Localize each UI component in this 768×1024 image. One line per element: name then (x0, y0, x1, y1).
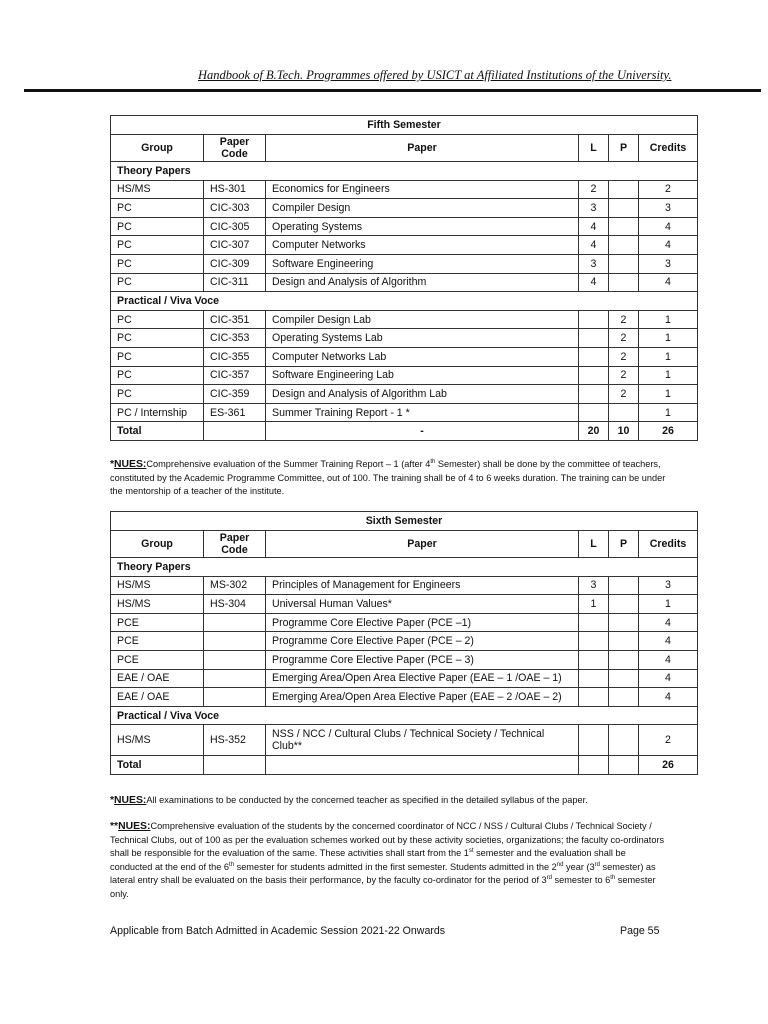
table-row (111, 688, 698, 707)
paper-name-cell: Software Engineering (266, 254, 579, 273)
group-cell: PC (111, 217, 204, 236)
paper-name-cell: Programme Core Elective Paper (PCE – 2) (266, 632, 579, 651)
paper-code-cell: MS-302 (204, 576, 266, 595)
lecture-cell (579, 310, 609, 329)
lecture-cell (579, 650, 609, 669)
paper-code-cell: CIC-307 (204, 236, 266, 255)
nues-label: NUES: (114, 795, 147, 806)
lecture-cell: 1 (579, 595, 609, 614)
credits-cell: 1 (639, 347, 698, 366)
column-header-p: P (609, 135, 639, 162)
total-practical (609, 756, 639, 775)
group-cell: HS/MS (111, 576, 204, 595)
paper-code-cell: CIC-303 (204, 199, 266, 218)
paper-name-cell: Principles of Management for Engineers (266, 576, 579, 595)
practical-cell (609, 669, 639, 688)
group-cell: PC / Internship (111, 403, 204, 422)
credits-cell: 4 (639, 632, 698, 651)
practical-cell (609, 273, 639, 292)
credits-cell: 4 (639, 650, 698, 669)
total-practical: 10 (609, 422, 639, 441)
section-heading-row (111, 558, 698, 577)
practical-cell (609, 217, 639, 236)
sixth-semester-note-2: **NUES:Comprehensive evaluation of the students by the concerned coordinator of NCC / NSS / Cultural Clubs / Technical Society / Technical Clubs, out of 100 as per the evaluation schemes worked out by these activity societies, organizations; the faculty co-ordinators shall be responsible for the evaluation of the same. These activities shall start from the 1st semester and the evaluation shall be conducted at the end of the 6th semester for students admitted in the first semester. Students admitted in the 2nd year (3rd semester) as lateral entry shall be evaluated on the basis their performance, by the faculty co-ordinator for the period of 3rd semester to 6th semester only. (110, 821, 665, 899)
practical-cell (609, 595, 639, 614)
lecture-cell (579, 669, 609, 688)
paper-code-cell: CIC-353 (204, 329, 266, 348)
practical-cell (609, 650, 639, 669)
practical-cell: 2 (609, 385, 639, 404)
credits-cell: 1 (639, 310, 698, 329)
credits-cell: 1 (639, 329, 698, 348)
paper-name-cell: Software Engineering Lab (266, 366, 579, 385)
practical-cell (609, 254, 639, 273)
paper-code-cell: CIC-357 (204, 366, 266, 385)
semester-title: Sixth Semester (111, 512, 698, 531)
paper-name-cell: Compiler Design Lab (266, 310, 579, 329)
section-heading-row (111, 292, 698, 311)
paper-code-cell: CIC-311 (204, 273, 266, 292)
table-row (111, 310, 698, 329)
total-credits: 26 (639, 422, 698, 441)
table-row (111, 217, 698, 236)
paper-code-cell (204, 650, 266, 669)
column-header-paper: Paper (266, 531, 579, 558)
paper-code-cell: HS-301 (204, 180, 266, 199)
paper-code-cell (204, 688, 266, 707)
group-cell: EAE / OAE (111, 669, 204, 688)
group-cell: PC (111, 199, 204, 218)
semester-title-row (111, 116, 698, 135)
lecture-cell (579, 347, 609, 366)
paper-name-cell: Design and Analysis of Algorithm Lab (266, 385, 579, 404)
lecture-cell (579, 688, 609, 707)
practical-cell (609, 180, 639, 199)
semester-title: Fifth Semester (111, 116, 698, 135)
group-cell: PCE (111, 650, 204, 669)
lecture-cell: 3 (579, 576, 609, 595)
table-row (111, 180, 698, 199)
table-row (111, 403, 698, 422)
paper-name-cell: Computer Networks (266, 236, 579, 255)
total-credits: 26 (639, 756, 698, 775)
group-cell: EAE / OAE (111, 688, 204, 707)
group-cell: HS/MS (111, 725, 204, 756)
table-row (111, 725, 698, 756)
total-row (111, 422, 698, 441)
section-heading: Theory Papers (111, 558, 698, 577)
table-row (111, 385, 698, 404)
group-cell: PC (111, 347, 204, 366)
header-row (111, 135, 698, 162)
section-heading: Theory Papers (111, 162, 698, 181)
credits-cell: 1 (639, 595, 698, 614)
credits-cell: 2 (639, 180, 698, 199)
paper-name-cell: Computer Networks Lab (266, 347, 579, 366)
credits-cell: 4 (639, 217, 698, 236)
paper-code-cell: HS-352 (204, 725, 266, 756)
column-header-l: L (579, 135, 609, 162)
table-row (111, 595, 698, 614)
paper-code-cell: CIC-359 (204, 385, 266, 404)
note-text: Comprehensive evaluation of the Summer Training Report – 1 (after 4 (146, 459, 431, 469)
credits-cell: 3 (639, 254, 698, 273)
group-cell: HS/MS (111, 595, 204, 614)
practical-cell: 2 (609, 366, 639, 385)
table-row (111, 273, 698, 292)
practical-cell (609, 236, 639, 255)
practical-cell (609, 725, 639, 756)
paper-code-cell: CIC-355 (204, 347, 266, 366)
credits-cell: 3 (639, 576, 698, 595)
lecture-cell (579, 725, 609, 756)
nues-label: NUES: (118, 821, 151, 832)
table-row (111, 632, 698, 651)
practical-cell (609, 199, 639, 218)
group-cell: HS/MS (111, 180, 204, 199)
note-prefix: * (110, 459, 115, 470)
column-header-credits: Credits (639, 135, 698, 162)
table-row (111, 613, 698, 632)
total-label: Total (111, 422, 204, 441)
lecture-cell (579, 366, 609, 385)
paper-code-cell (204, 632, 266, 651)
column-header-code: Paper Code (204, 135, 266, 162)
paper-name-cell: Design and Analysis of Algorithm (266, 273, 579, 292)
paper-code-cell: ES-361 (204, 403, 266, 422)
lecture-cell (579, 632, 609, 651)
sixth-semester-table (110, 511, 698, 775)
table-row (111, 254, 698, 273)
paper-name-cell: Emerging Area/Open Area Elective Paper (EAE – 2 /OAE – 2) (266, 688, 579, 707)
group-cell: PC (111, 366, 204, 385)
column-header-code: Paper Code (204, 531, 266, 558)
table-row (111, 347, 698, 366)
column-header-group: Group (111, 135, 204, 162)
paper-name-cell: Compiler Design (266, 199, 579, 218)
credits-cell: 1 (639, 403, 698, 422)
group-cell: PC (111, 310, 204, 329)
practical-cell (609, 688, 639, 707)
group-cell: PC (111, 236, 204, 255)
table-row (111, 329, 698, 348)
fifth-semester-note: *NUES:Comprehensive evaluation of the Summer Training Report – 1 (after 4th Semester) shall be done by the committee of teachers, constituted by the Academic Programme Committee, out of 100. The training shall be of 4 to 6 weeks duration. The training can be under the mentorship of a teacher of the institute. (110, 458, 666, 496)
group-cell: PC (111, 273, 204, 292)
credits-cell: 1 (639, 366, 698, 385)
credits-cell: 2 (639, 725, 698, 756)
group-cell: PC (111, 329, 204, 348)
practical-cell (609, 403, 639, 422)
column-header-paper: Paper (266, 135, 579, 162)
header-row (111, 531, 698, 558)
paper-name-cell: Operating Systems (266, 217, 579, 236)
paper-name-cell: Emerging Area/Open Area Elective Paper (EAE – 1 /OAE – 1) (266, 669, 579, 688)
total-lecture: 20 (579, 422, 609, 441)
total-paper-cell (266, 756, 579, 775)
lecture-cell (579, 329, 609, 348)
sixth-semester-note-1: *NUES:All examinations to be conducted by the concerned teacher as specified in the detailed syllabus of the paper. (110, 795, 588, 806)
total-lecture (579, 756, 609, 775)
paper-name-cell: Programme Core Elective Paper (PCE – 3) (266, 650, 579, 669)
lecture-cell: 4 (579, 236, 609, 255)
table-row (111, 199, 698, 218)
paper-code-cell: CIC-309 (204, 254, 266, 273)
section-heading-row (111, 706, 698, 725)
note-text: All examinations to be conducted by the concerned teacher as specified in the detailed syllabus of the paper. (146, 795, 588, 805)
total-label: Total (111, 756, 204, 775)
practical-cell (609, 576, 639, 595)
table-row (111, 669, 698, 688)
column-header-p: P (609, 531, 639, 558)
group-cell: PC (111, 254, 204, 273)
credits-cell: 4 (639, 273, 698, 292)
lecture-cell (579, 613, 609, 632)
credits-cell: 4 (639, 613, 698, 632)
column-header-group: Group (111, 531, 204, 558)
lecture-cell: 3 (579, 254, 609, 273)
total-code-cell (204, 756, 266, 775)
header-rule (24, 89, 761, 92)
page-number: Page 55 (620, 925, 660, 937)
paper-name-cell: Summer Training Report - 1 * (266, 403, 579, 422)
group-cell: PC (111, 385, 204, 404)
total-code-cell (204, 422, 266, 441)
footer-applicability: Applicable from Batch Admitted in Academic Session 2021-22 Onwards (110, 925, 446, 937)
handbook-title: Handbook of B.Tech. Programmes offered by USICT at Affiliated Institutions of the University. (198, 68, 672, 82)
practical-cell (609, 632, 639, 651)
lecture-cell (579, 403, 609, 422)
paper-name-cell: Programme Core Elective Paper (PCE –1) (266, 613, 579, 632)
paper-name-cell: Operating Systems Lab (266, 329, 579, 348)
total-row (111, 756, 698, 775)
paper-name-cell: Universal Human Values* (266, 595, 579, 614)
credits-cell: 4 (639, 688, 698, 707)
section-heading: Practical / Viva Voce (111, 292, 698, 311)
paper-code-cell (204, 669, 266, 688)
total-paper-cell: - (266, 422, 579, 441)
credits-cell: 1 (639, 385, 698, 404)
credits-cell: 4 (639, 669, 698, 688)
practical-cell: 2 (609, 310, 639, 329)
paper-code-cell: HS-304 (204, 595, 266, 614)
lecture-cell: 2 (579, 180, 609, 199)
group-cell: PCE (111, 613, 204, 632)
nues-label: NUES: (114, 459, 147, 470)
lecture-cell: 4 (579, 217, 609, 236)
practical-cell (609, 613, 639, 632)
semester-title-row (111, 512, 698, 531)
credits-cell: 4 (639, 236, 698, 255)
lecture-cell: 3 (579, 199, 609, 218)
fifth-semester-table (110, 115, 698, 441)
group-cell: PCE (111, 632, 204, 651)
credits-cell: 3 (639, 199, 698, 218)
practical-cell: 2 (609, 347, 639, 366)
lecture-cell: 4 (579, 273, 609, 292)
section-heading: Practical / Viva Voce (111, 706, 698, 725)
table-row (111, 366, 698, 385)
paper-name-cell: Economics for Engineers (266, 180, 579, 199)
practical-cell: 2 (609, 329, 639, 348)
lecture-cell (579, 385, 609, 404)
table-row (111, 236, 698, 255)
paper-code-cell (204, 613, 266, 632)
paper-code-cell: CIC-351 (204, 310, 266, 329)
column-header-l: L (579, 531, 609, 558)
table-row (111, 576, 698, 595)
table-row (111, 650, 698, 669)
paper-name-cell: NSS / NCC / Cultural Clubs / Technical Society / Technical Club** (266, 725, 579, 756)
column-header-credits: Credits (639, 531, 698, 558)
section-heading-row (111, 162, 698, 181)
paper-code-cell: CIC-305 (204, 217, 266, 236)
